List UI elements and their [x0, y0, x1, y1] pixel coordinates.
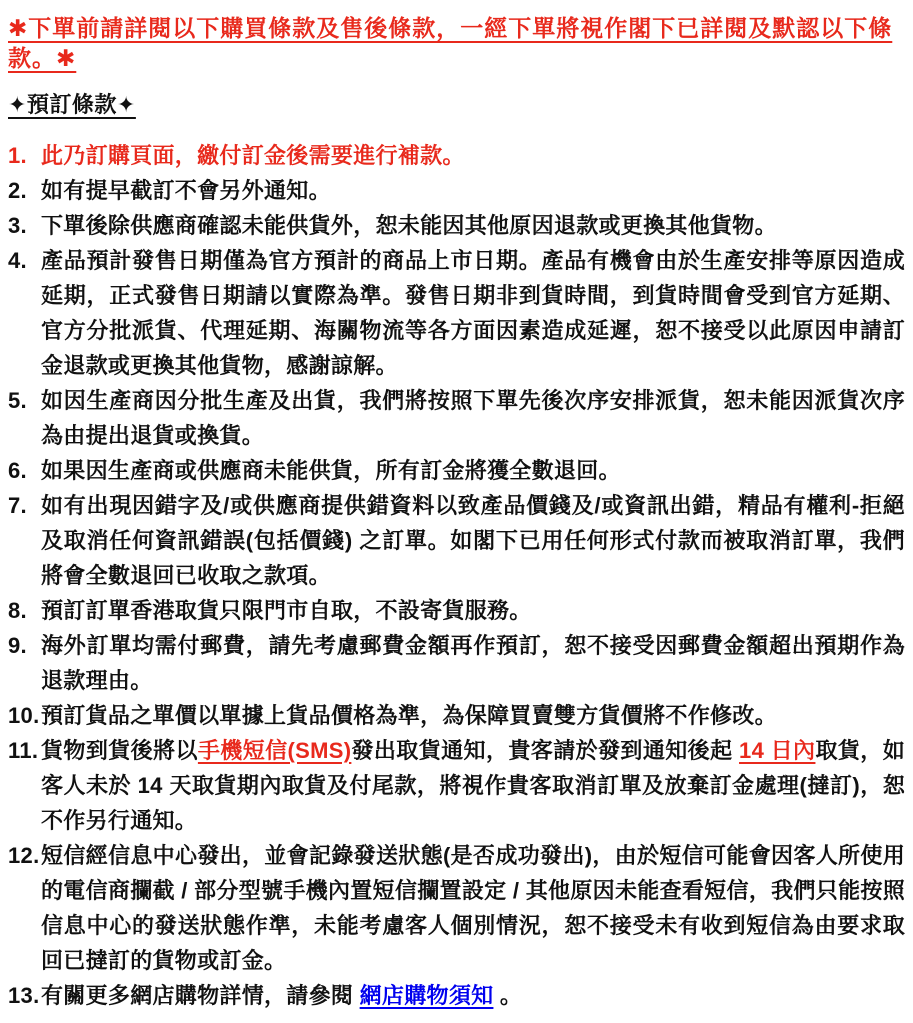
- term-text: 產品預計發售日期僅為官方預計的商品上市日期。產品有機會由於生產安排等原因造成延期，正式發售日期請以實際為準。發售日期非到貨時間，到貨時間會受到官方延期、官方分批派貨、代理延期、海關物流等各方面因素造成延遲，恕不接受以此原因申請訂金退款或更換其他貨物，感謝諒解。: [41, 248, 905, 378]
- term-text-segment: 有關更多網店購物詳情，請參閱: [41, 983, 360, 1008]
- section-title: ✦預訂條款✦: [8, 92, 136, 117]
- term-text: 下單後除供應商確認未能供貨外，恕未能因其他原因退款或更換其他貨物。: [41, 213, 777, 238]
- term-item-11: [8, 733, 905, 838]
- term-number: 7.: [8, 493, 27, 518]
- term-text: 如有出現因錯字及/或供應商提供錯資料以致產品價錢及/或資訊出錯，精品有權利-拒絕及取消任何資訊錯誤(包括價錢) 之訂單。如閣下已用任何形式付款而被取消訂單，我們將會全數退回已收取之款項。: [41, 493, 905, 588]
- term-number: 1.: [8, 143, 27, 168]
- term-text-segment: 。: [493, 983, 523, 1008]
- term-text: [41, 733, 905, 838]
- term-item-7: [8, 488, 905, 593]
- term-item-12: [8, 838, 905, 978]
- term-text: 短信經信息中心發出，並會記錄發送狀態(是否成功發出)，由於短信可能會因客人所使用的電信商攔截 / 部分型號手機內置短信攔置設定 / 其他原因未能查看短信，我們只能按照信息中心的發送狀態作準，未能考慮客人個別情況，恕不接受未有收到短信為由要求取回已撻訂的貨物或訂金。: [41, 843, 905, 973]
- term-item-6: [8, 453, 905, 488]
- term-item-9: [8, 628, 905, 698]
- term-number: 6.: [8, 458, 27, 483]
- term-number: 12.: [8, 843, 40, 868]
- term-text: 如因生產商因分批生產及出貨，我們將按照下單先後次序安排派貨，恕未能因派貨次序為由提出退貨或換貨。: [41, 388, 905, 448]
- term-number: 11.: [8, 738, 39, 763]
- term-text: 如果因生產商或供應商未能供貨，所有訂金將獲全數退回。: [41, 458, 621, 483]
- term-item-8: [8, 593, 905, 628]
- term-number: 9.: [8, 633, 27, 658]
- term-number: 8.: [8, 598, 27, 623]
- term-text-segment: 貨物到貨後將以: [41, 738, 198, 763]
- term-text-segment: 取貨，如客人未於 14 天取貨期內取貨及付尾款，將視作貴客取消訂單及放棄訂金處理(撻訂)，恕不作另行通知。: [41, 738, 905, 833]
- term-text: 預訂訂單香港取貨只限門市自取，不設寄貨服務。: [41, 598, 532, 623]
- term-number: 5.: [8, 388, 27, 413]
- term-text: 預訂貨品之單價以單據上貨品價格為準，為保障買賣雙方貨價將不作修改。: [41, 703, 777, 728]
- term-item-13: [8, 978, 905, 1013]
- term-item-2: [8, 173, 905, 208]
- term-item-10: [8, 698, 905, 733]
- terms-list: [8, 138, 905, 1013]
- term-item-1: [8, 138, 905, 173]
- term-text: 如有提早截訂不會另外通知。: [41, 178, 331, 203]
- term-number: 3.: [8, 213, 27, 238]
- term-number: 4.: [8, 248, 27, 273]
- store-shopping-notice-link[interactable]: 網店購物須知: [359, 983, 494, 1008]
- term-text: 此乃訂購頁面，繳付訂金後需要進行補款。: [41, 143, 465, 168]
- page-title: ✱下單前請詳閱以下購買條款及售後條款，一經下單將視作閣下已詳閱及默認以下條款。✱: [8, 15, 893, 71]
- term-item-5: [8, 383, 905, 453]
- sms-notice-highlight: 手機短信(SMS): [197, 738, 352, 763]
- term-text: 海外訂單均需付郵費，請先考慮郵費金額再作預訂，恕不接受因郵費金額超出預期作為退款理由。: [41, 633, 905, 693]
- term-text-segment: 發出取貨通知，貴客請於發到通知後起: [351, 738, 740, 763]
- term-number: 10.: [8, 703, 40, 728]
- term-item-3: [8, 208, 905, 243]
- term-number: 13.: [8, 983, 40, 1008]
- pickup-deadline-highlight: 14 日內: [739, 738, 816, 763]
- term-item-4: [8, 243, 905, 383]
- term-text: [41, 978, 905, 1013]
- term-number: 2.: [8, 178, 27, 203]
